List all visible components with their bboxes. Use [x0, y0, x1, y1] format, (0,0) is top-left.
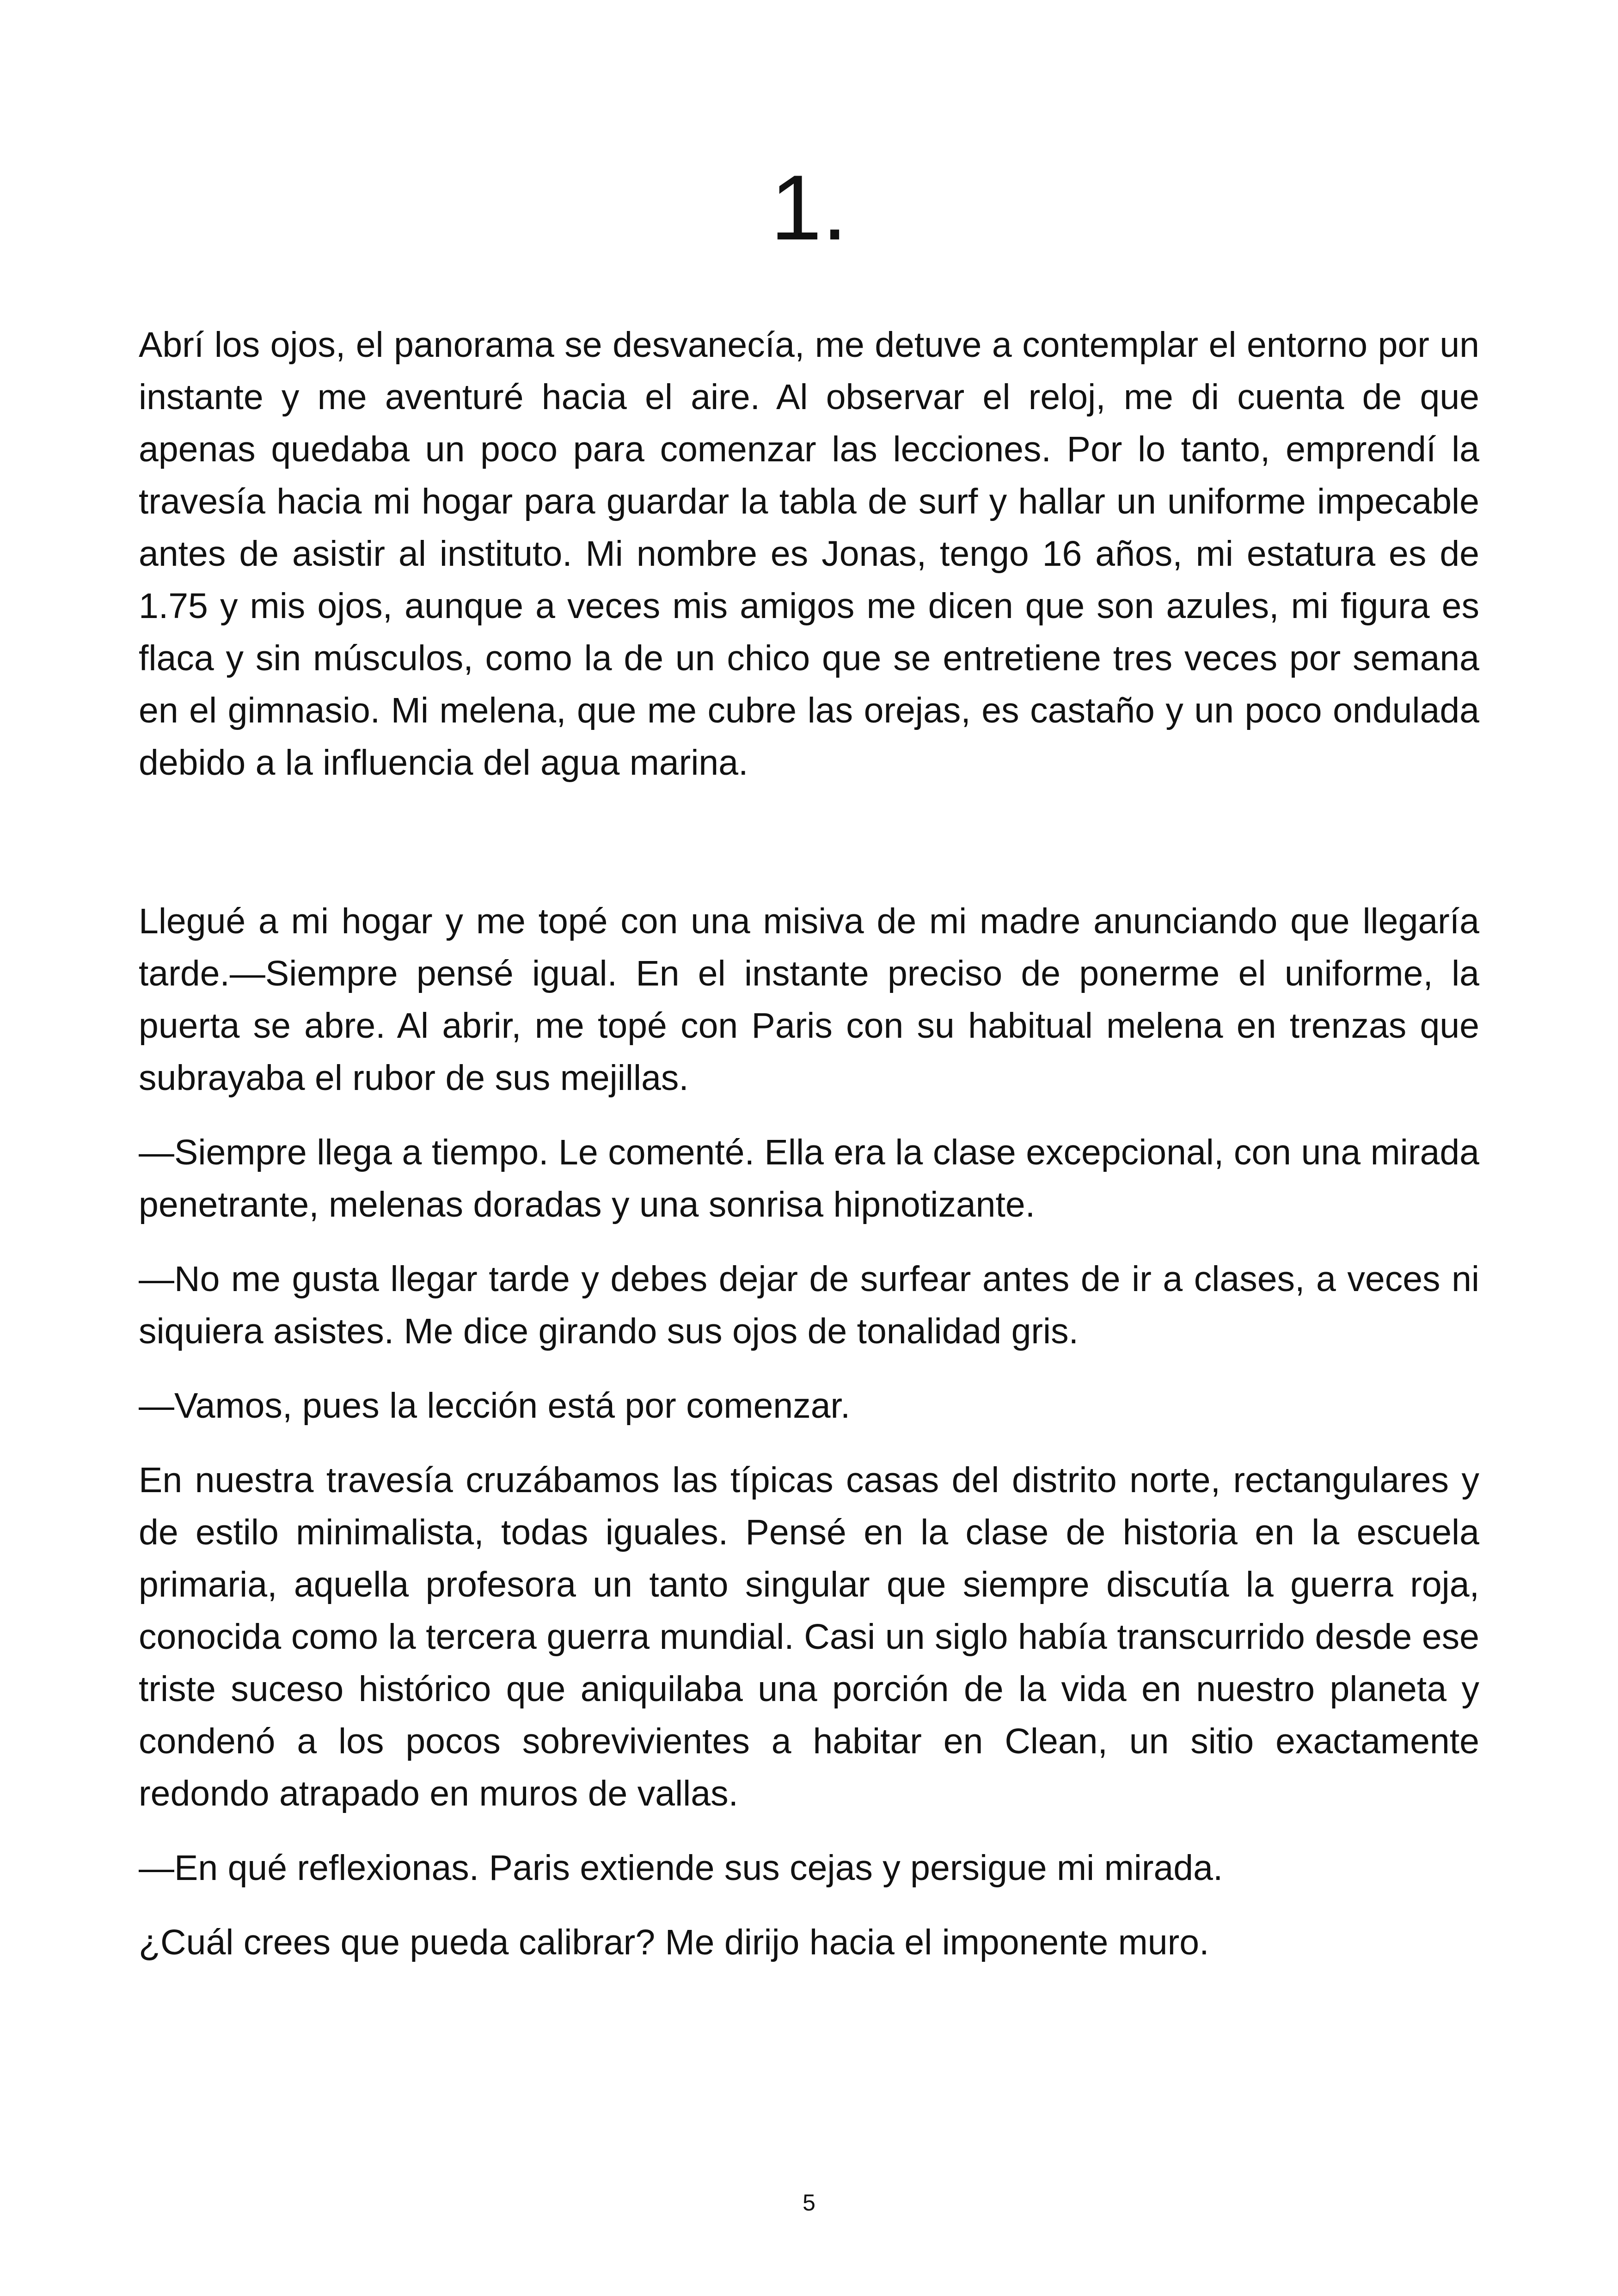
dialogue-paragraph: —Vamos, pues la lección está por comenzar. — [139, 1386, 851, 1426]
dialogue-paragraph: —En qué reflexionas. Paris extiende sus cejas y persigue mi mirada. — [139, 1848, 1223, 1888]
paragraph: Abrí los ojos, el panorama se desvanecía, me detuve a contemplar el entorno por un instante y me aventuré hacia el aire. Al observar el reloj, me di cuenta de que apenas quedaba un poco para comenzar las lecciones. Por lo tanto, emprendí la travesía hacia mi hogar para guardar la tabla de surf y hallar un uniforme impecable antes de asistir al instituto. Mi nombre es Jonas, tengo 16 años, mi estatura es de 1.75 y mis ojos, aunque a veces mis amigos me dicen que son azules, mi figura es flaca y sin músculos, como la de un chico que se entretiene tres veces por semana en el gimnasio. Mi melena, que me cubre las orejas, es castaño y un poco ondulada debido a la influencia del agua marina. — [139, 325, 1479, 783]
dialogue-paragraph: —No me gusta llegar tarde y debes dejar de surfear antes de ir a clases, a veces ni siquiera asistes. Me dice girando sus ojos de tonalidad gris. — [139, 1259, 1479, 1351]
chapter-body — [139, 319, 1479, 1969]
paragraph: En nuestra travesía cruzábamos las típicas casas del distrito norte, rectangulares y de estilo minimalista, todas iguales. Pensé en la clase de historia en la escuela primaria, aquella profesora un tanto singular que siempre discutía la guerra roja, conocida como la tercera guerra mundial. Casi un siglo había transcurrido desde ese triste suceso histórico que aniquilaba una porción de la vida en nuestro planeta y condenó a los pocos sobrevivientes a habitar en Clean, un sitio exactamente redondo atrapado en muros de vallas. — [139, 1460, 1479, 1813]
paragraph: ¿Cuál crees que pueda calibrar? Me dirijo hacia el imponente muro. — [139, 1923, 1209, 1962]
chapter-title: 1. — [770, 156, 848, 259]
paragraph: Llegué a mi hogar y me topé con una misiva de mi madre anunciando que llegaría tarde.—Siempre pensé igual. En el instante preciso de ponerme el uniforme, la puerta se abre. Al abrir, me topé con Paris con su habitual melena en trenzas que subrayaba el rubor de sus mejillas. — [139, 901, 1479, 1098]
page-number: 5 — [803, 2190, 815, 2216]
dialogue-paragraph: —Siempre llega a tiempo. Le comenté. Ella era la clase excepcional, con una mirada penetrante, melenas doradas y una sonrisa hipnotizante. — [139, 1133, 1479, 1225]
